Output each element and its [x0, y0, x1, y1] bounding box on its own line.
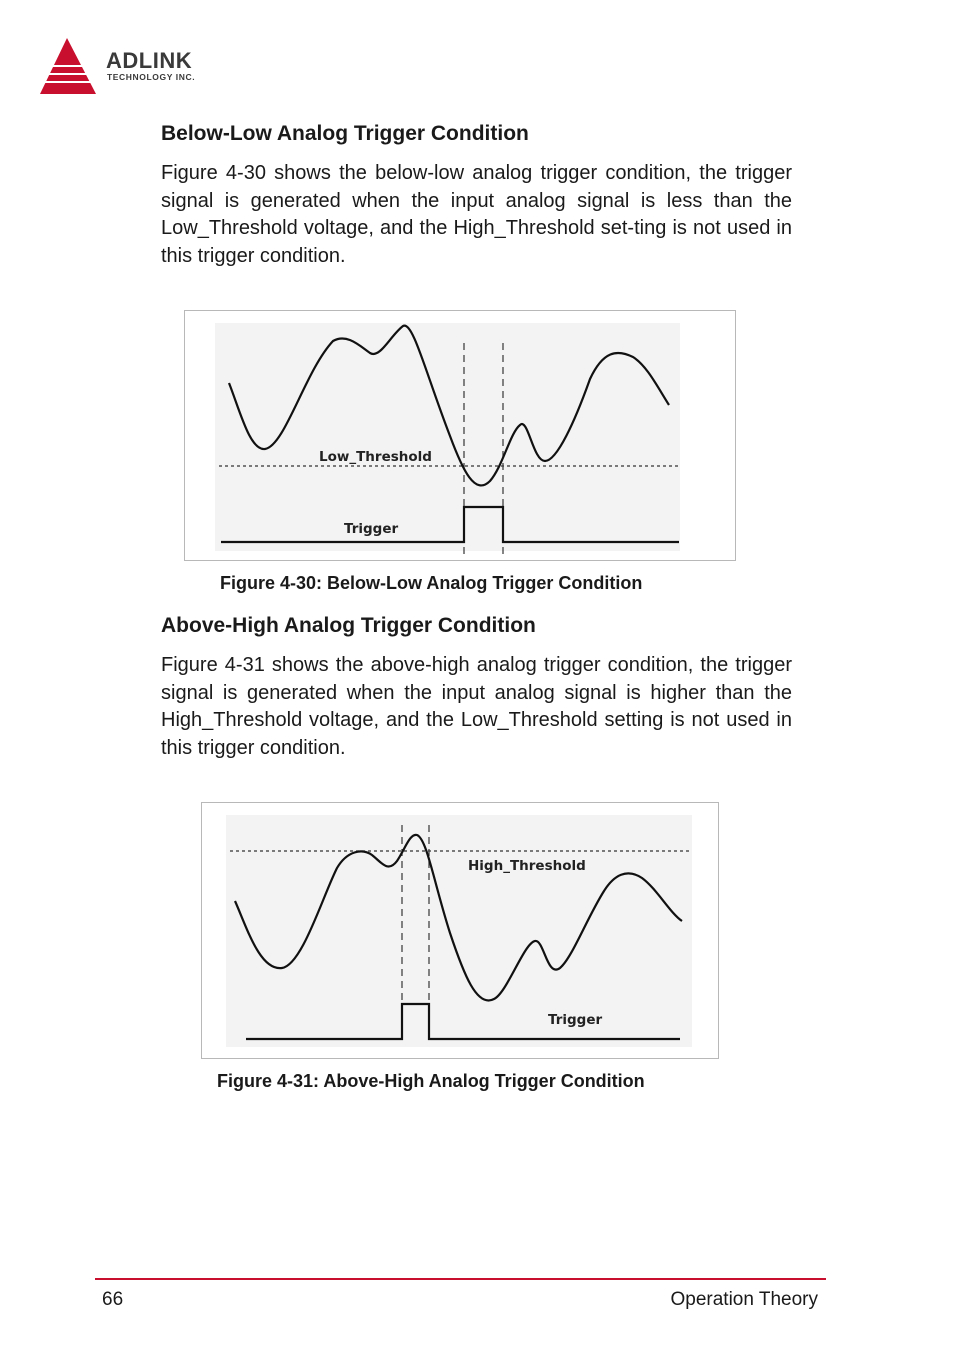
figure-above-high [201, 802, 719, 1059]
footer-section-title: Operation Theory [670, 1289, 818, 1310]
threshold-label: Low_Threshold [319, 449, 432, 465]
trigger-label: Trigger [344, 521, 399, 537]
figure-below-low [184, 310, 736, 561]
section-heading-below-low: Below-Low Analog Trigger Condition [161, 122, 529, 145]
footer-divider [95, 1278, 826, 1280]
trigger-label: Trigger [548, 1012, 603, 1028]
figure-caption-below-low: Figure 4-30: Below-Low Analog Trigger Condition [220, 573, 643, 593]
section-heading-above-high: Above-High Analog Trigger Condition [161, 614, 536, 637]
logo-name: ADLINK [106, 48, 193, 73]
threshold-label: High_Threshold [468, 858, 586, 874]
triangle-logo-icon [40, 36, 110, 98]
section-paragraph-below-low: Figure 4-30 shows the below-low analog trigger condition, the trigger signal is generated when the input analog signal is less than the Low_Threshold voltage, and the High_Threshold set-ting is not used in this trigger condition. [161, 162, 792, 267]
section-paragraph-above-high: Figure 4-31 shows the above-high analog trigger condition, the trigger signal is generated when the input analog signal is higher than the High_Threshold voltage, and the Low_Threshold setting is not used in this trigger condition. [161, 654, 792, 759]
logo-subtitle: TECHNOLOGY INC. [107, 72, 196, 82]
page-number: 66 [102, 1289, 124, 1310]
figure-caption-above-high: Figure 4-31: Above-High Analog Trigger Condition [217, 1071, 645, 1091]
